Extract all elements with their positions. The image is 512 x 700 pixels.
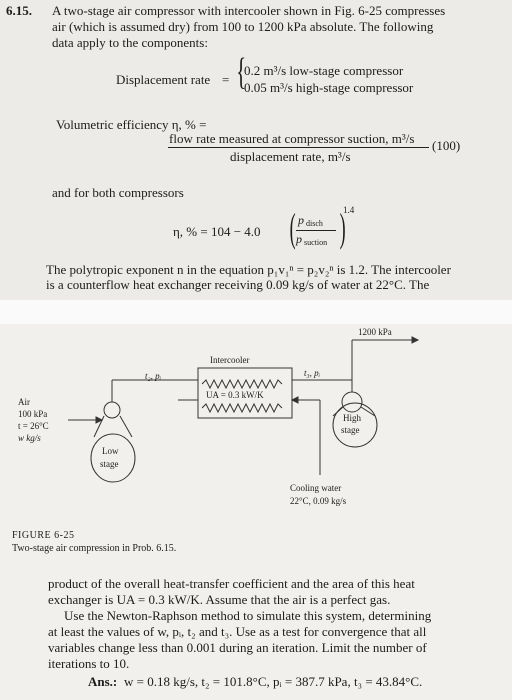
outlet-pressure-label: 1200 kPa: [358, 327, 392, 337]
cooling-water-label-2: 22°C, 0.09 kg/s: [290, 496, 347, 506]
air-temperature-label: t = 26°C: [18, 421, 49, 431]
displacement-equals: =: [222, 72, 230, 87]
continuation-line-2: exchanger is UA = 0.3 kW/K. Assume that the air is a perfect gas.: [48, 592, 391, 607]
efficiency-lhs: η, % = 104 − 4.0: [173, 224, 261, 239]
continuation-line-4: at least the values of w, pᵢ, t₂ and t₃. Use as a test for convergence that all: [48, 624, 427, 639]
volumetric-denominator: displacement rate, m³/s: [230, 149, 351, 164]
both-compressors-text: and for both compressors: [52, 185, 184, 200]
displacement-label: Displacement rate: [116, 72, 211, 87]
intercooler-label: Intercooler: [210, 355, 250, 365]
continuation-line-5: variables change less than 0.001 during an iteration. Limit the number of: [48, 640, 427, 655]
intercooler-coil-top: [202, 380, 282, 388]
low-stage-inlet-circle: [104, 402, 120, 418]
efficiency-paren-right: ): [339, 205, 346, 250]
efficiency-paren-left: (: [289, 205, 296, 250]
efficiency-num-sub: disch: [306, 219, 323, 228]
polytropic-line-2: is a counterflow heat exchanger receiving 0.09 kg/s of water at 22°C. The: [46, 277, 430, 292]
efficiency-num-p: p: [298, 213, 304, 227]
cooling-water-arrow: [292, 397, 298, 403]
problem-number: 6.15.: [6, 3, 32, 18]
figure-caption-text: Two-stage air compression in Prob. 6.15.: [12, 543, 177, 554]
efficiency-den-sub: suction: [304, 238, 328, 247]
low-stage-body: [91, 434, 135, 482]
low-stage-label-2: stage: [100, 459, 119, 469]
high-stage-label-1: High: [343, 413, 361, 423]
efficiency-exponent: 1.4: [343, 205, 355, 215]
air-label: Air: [18, 397, 30, 407]
volumetric-label: Volumetric efficiency η, % =: [56, 117, 207, 132]
efficiency-den-p: p: [296, 232, 302, 246]
ua-label: UA = 0.3 kW/K: [206, 390, 264, 400]
answer-label: Ans.:: [88, 674, 118, 689]
t2-pi-label: t₂, pᵢ: [145, 371, 162, 381]
continuation-line-6: iterations to 10.: [48, 656, 130, 671]
volumetric-numerator: flow rate measured at compressor suction, m³/s: [169, 131, 415, 146]
volumetric-factor: (100): [432, 138, 461, 153]
outlet-arrow: [412, 337, 418, 343]
low-stage-label-1: Low: [102, 446, 119, 456]
displacement-brace: {: [236, 51, 247, 93]
answer-text: w = 0.18 kg/s, t₂ = 101.8°C, pᵢ = 387.7 kPa, t₃ = 43.84°C.: [124, 674, 423, 689]
low-stage-right-edge: [120, 416, 132, 437]
high-stage-label-2: stage: [341, 425, 360, 435]
cooling-water-label-1: Cooling water: [290, 483, 342, 493]
air-flow-label: w kg/s: [18, 433, 41, 443]
displacement-low: 0.2 m³/s low-stage compressor: [244, 63, 404, 78]
air-pressure-label: 100 kPa: [18, 409, 48, 419]
problem-line-1: A two-stage air compressor with intercooler shown in Fig. 6-25 compresses: [52, 3, 446, 18]
t3-pi-label: t₃, pᵢ: [304, 368, 321, 378]
problem-line-2: air (which is assumed dry) from 100 to 1200 kPa absolute. The following: [52, 19, 434, 34]
continuation-line-3: Use the Newton-Raphson method to simulate this system, determining: [64, 608, 432, 623]
polytropic-line-1: The polytropic exponent n in the equation p₁v₁ⁿ = p₂v₂ⁿ is 1.2. The intercooler: [46, 262, 451, 277]
continuation-line-1: product of the overall heat-transfer coefficient and the area of this heat: [48, 576, 415, 591]
figure-caption-title: FIGURE 6-25: [12, 530, 75, 541]
intercooler-coil-bottom: [202, 404, 282, 412]
displacement-high: 0.05 m³/s high-stage compressor: [244, 80, 414, 95]
high-stage-inlet-circle: [342, 392, 362, 412]
problem-line-3: data apply to the components:: [52, 35, 208, 50]
